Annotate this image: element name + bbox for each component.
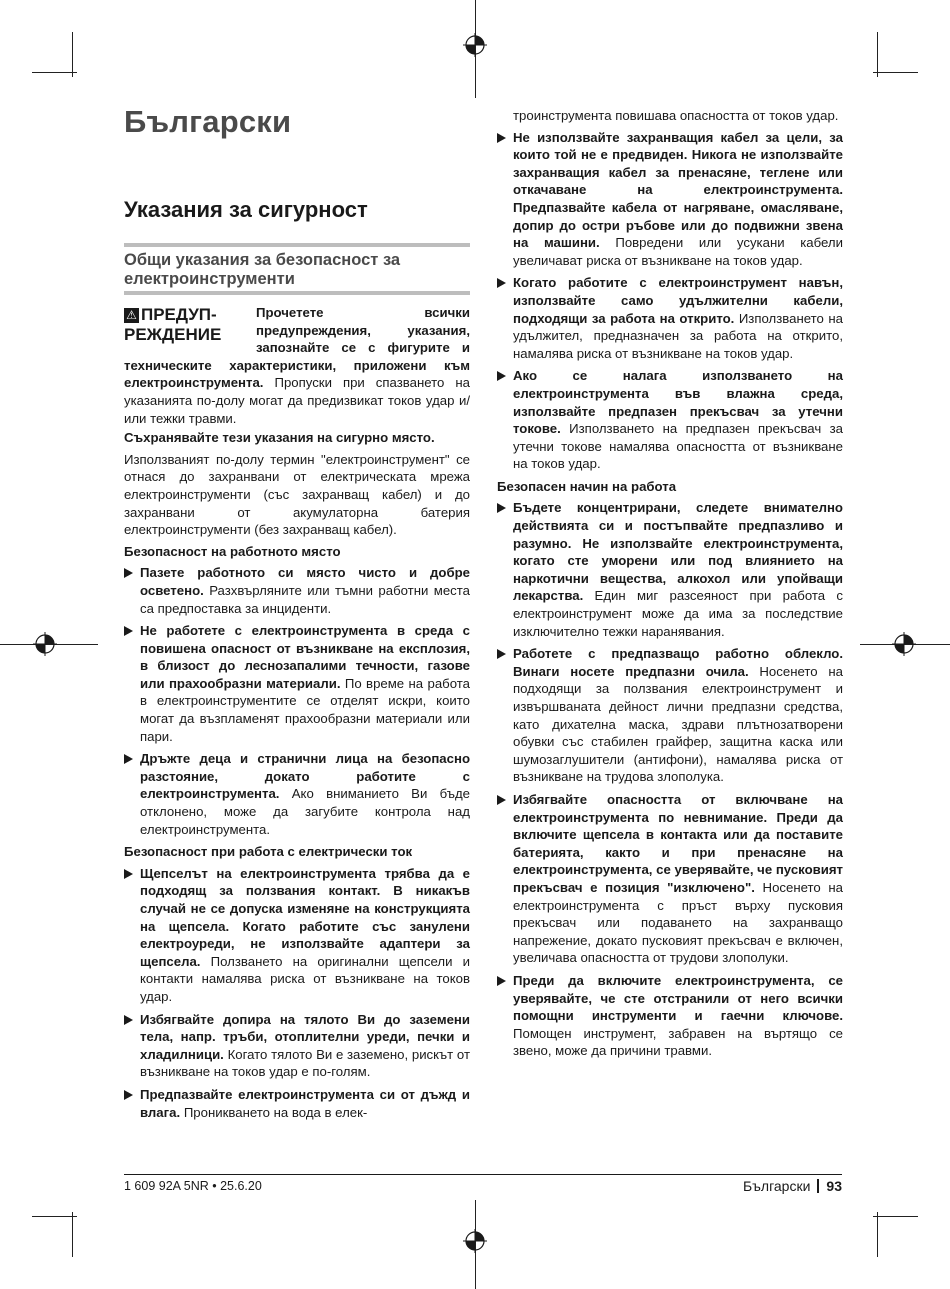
item-text: Когато тялото Ви е заземено, рискът от възникване на токов удар е по-голям. — [140, 1046, 470, 1080]
continuation-text: троинструмента повишава опасността от токов удар. — [513, 108, 839, 123]
item-text: Разхвърляните или тъмни работни места са предпоставка за инциденти. — [140, 582, 470, 616]
footer-language: Български — [742, 1178, 811, 1194]
section-title: Указания за сигурност — [124, 197, 368, 222]
crop-mark — [32, 72, 77, 73]
item-text: Помощен инструмент, забравен на въртящо се звено, може да причини травми. — [513, 1025, 843, 1059]
list-item — [124, 1086, 470, 1121]
item-text: По време на работа в електроинструментите се отделят искри, които могат да възпламенят прахообразни материали или пари. — [140, 675, 470, 744]
bullet-triangle-icon — [497, 976, 506, 986]
footer-doc-code: 1 609 92A 5NR • 25.6.20 — [124, 1179, 262, 1193]
crop-mark — [873, 1216, 918, 1217]
warning-bold-text: Прочетете всички предупреждения, указания, запознайте се с фигурите и техническите характеристики, приложени към електроинструмента. — [124, 305, 470, 391]
warning-text: Пропуски при спазването на указанията по-долу могат да предизвикат токов удар и/или тежки травми. — [124, 375, 470, 426]
crop-mark — [32, 1216, 77, 1217]
item-bold: Щепселът на електроинструмента трябва да е подходящ за ползвания контакт. В никакъв случай не се допуска изменяне на конструкцията на щепсела. Когато работите със занулени електроуреди, не използвайте адаптери за щепсела. — [140, 865, 470, 969]
bullet-triangle-icon — [124, 1015, 133, 1025]
bullet-triangle-icon — [497, 278, 506, 288]
bullet-triangle-icon — [124, 568, 133, 578]
bullet-triangle-icon — [124, 1090, 133, 1100]
list-item — [497, 274, 843, 362]
footer-separator — [817, 1179, 819, 1193]
bullet-triangle-icon — [497, 795, 506, 805]
bullet-triangle-icon — [124, 626, 133, 636]
electrical-heading: Безопасност при работа с електрически ток — [124, 844, 413, 860]
bullet-triangle-icon — [497, 371, 506, 381]
bullet-triangle-icon — [497, 133, 506, 143]
list-item — [124, 564, 470, 617]
item-bold: Бъдете концентрирани, следете внимателно действията си и постъпвайте предпазливо и разумно. Не използвайте електроинструмента, когато сте уморени или под влиянието на наркотични вещества, алкохол или упойващи лекарства. — [513, 500, 843, 604]
crop-mark — [877, 32, 878, 77]
list-item — [124, 622, 470, 745]
item-bold: Когато работите с електроинструмент навън, използвайте само удължителни кабели, подходящи за работа на открито. — [513, 275, 843, 326]
list-item — [497, 645, 843, 786]
list-item — [124, 750, 470, 838]
item-bold: Не използвайте захранващия кабел за цели, за които той не е предвиден. Никога не използвайте захранващия кабел за пренасяне, теглене или откачаване на електроинструмента. Предпазвайте кабела от нагряване, омасляване, допир до остри ръбове или до подвижни звена на машини. — [513, 129, 843, 251]
item-bold: Избягвайте допира на тялото Ви до заземени тела, напр. тръби, отоплителни уреди, печки и хладилници. — [140, 1011, 470, 1062]
crop-mark — [72, 32, 73, 77]
crop-mark — [873, 72, 918, 73]
safe-work-heading: Безопасен начин на работа — [497, 478, 677, 494]
item-bold: Предпазвайте електроинструмента си от дъжд и влага. — [140, 1086, 470, 1120]
workplace-heading: Безопасност на работното място — [124, 543, 341, 559]
list-item — [497, 499, 843, 640]
language-title: Български — [124, 104, 292, 139]
registration-mark-icon — [463, 33, 487, 57]
subsection-title-box — [124, 243, 470, 295]
left-column — [124, 304, 470, 1126]
registration-mark-icon — [33, 632, 57, 656]
subsection-title: Общи указания за безопасност за електроинструменти — [124, 251, 401, 288]
bullet-triangle-icon — [497, 503, 506, 513]
bullet-triangle-icon — [124, 754, 133, 764]
warning-label-box — [124, 305, 244, 345]
registration-mark-icon — [892, 632, 916, 656]
item-text: Проникването на вода в елек- — [183, 1104, 368, 1120]
item-text: Носенето на подходящи за ползвания електроинструмент и извършваната дейност лични предпазни средства, като дихателна маска, здрави плътнозатворени обувки със стабилен грайфер, защитна каска или шумозаглушители (антифони), намалява риска от възникване на трудова злополука. — [513, 663, 843, 785]
list-item — [124, 1011, 470, 1081]
item-bold: Работете с предпазващо работно облекло. Винаги носете предпазни очила. — [513, 646, 843, 679]
warning-block — [124, 304, 470, 427]
item-bold: Ако се налага използването на електроинструмента във влажна среда, използвайте предпазен прекъсвач за утечни токове. — [513, 368, 843, 437]
footer-page-info — [743, 1178, 842, 1194]
crop-mark — [72, 1212, 73, 1257]
list-item — [124, 865, 470, 1006]
footer-divider — [124, 1174, 842, 1175]
item-text: Ако вниманието Ви бъде отклонено, може да загубите контрола над електроинструмента. — [140, 786, 470, 837]
list-item — [497, 367, 843, 473]
warning-triangle-icon: ⚠ — [124, 308, 139, 323]
item-bold: Не работете с електроинструмента в среда с повишена опасност от възникване на експлозия, в близост до леснозапалими течности, газове или прахообразни материали. — [140, 623, 470, 691]
list-item — [497, 791, 843, 967]
registration-mark-icon — [463, 1229, 487, 1253]
item-text: Ползването на оригинални щепсели и контакти намалява риска от възникване на токов удар. — [140, 953, 470, 1004]
crop-mark — [877, 1212, 878, 1257]
item-bold: Преди да включите електроинструмента, се уверявайте, че сте отстранили от него всички помощни инструменти и гаечни ключове. — [513, 972, 843, 1024]
term-definition: Използваният по-долу термин "електроинструмент" се отнася до захранвани от електрическата мрежа електроинструменти (със захранващ кабел) и до захранвани от акумулаторна батерия електроинструменти (без захранващ кабел). — [124, 451, 470, 538]
item-text: Носенето на електроинструмента с пръст върху пусковия прекъсвач или подаването на захранващо напрежение, докато пусковият прекъсвач е включен, увеличава опасността от трудови злополуки. — [513, 879, 843, 966]
item-bold: Пазете работното си място чисто и добре осветено. — [140, 565, 470, 598]
item-text: Един миг разсеяност при работа с електроинструмент може да има за последствие изключително тежки наранявания. — [513, 588, 843, 639]
item-bold: Избягвайте опасността от включване на електроинструмента по невнимание. Преди да включите щепсела в контакта или да поставите батерията, както и при пренасяне на електроинструмента, се уверявайте, че пусковият прекъсвач е позиция "изключено". — [513, 791, 843, 895]
item-text: Използването на предпазен прекъсвач за утечни токове намалява опасността от възникване на токов удар. — [513, 421, 843, 472]
right-column — [497, 107, 843, 1065]
item-text: Използването на удължител, предназначен за работа на открито, намалява риска от възникване на токов удар. — [513, 310, 843, 361]
item-text: Повредени или усукани кабели увеличават риска от възникване на токов удар. — [513, 235, 843, 268]
warning-label: ПРЕДУП-РЕЖДЕНИЕ — [124, 305, 222, 344]
bullet-triangle-icon — [497, 649, 506, 659]
list-item — [497, 972, 843, 1060]
keep-instructions: Съхранявайте тези указания на сигурно място. — [124, 430, 435, 446]
list-item — [497, 129, 843, 270]
page-number: 93 — [826, 1178, 842, 1194]
bullet-triangle-icon — [124, 869, 133, 879]
item-bold: Дръжте деца и странични лица на безопасно разстояние, докато работите с електроинструмента. — [140, 751, 470, 802]
